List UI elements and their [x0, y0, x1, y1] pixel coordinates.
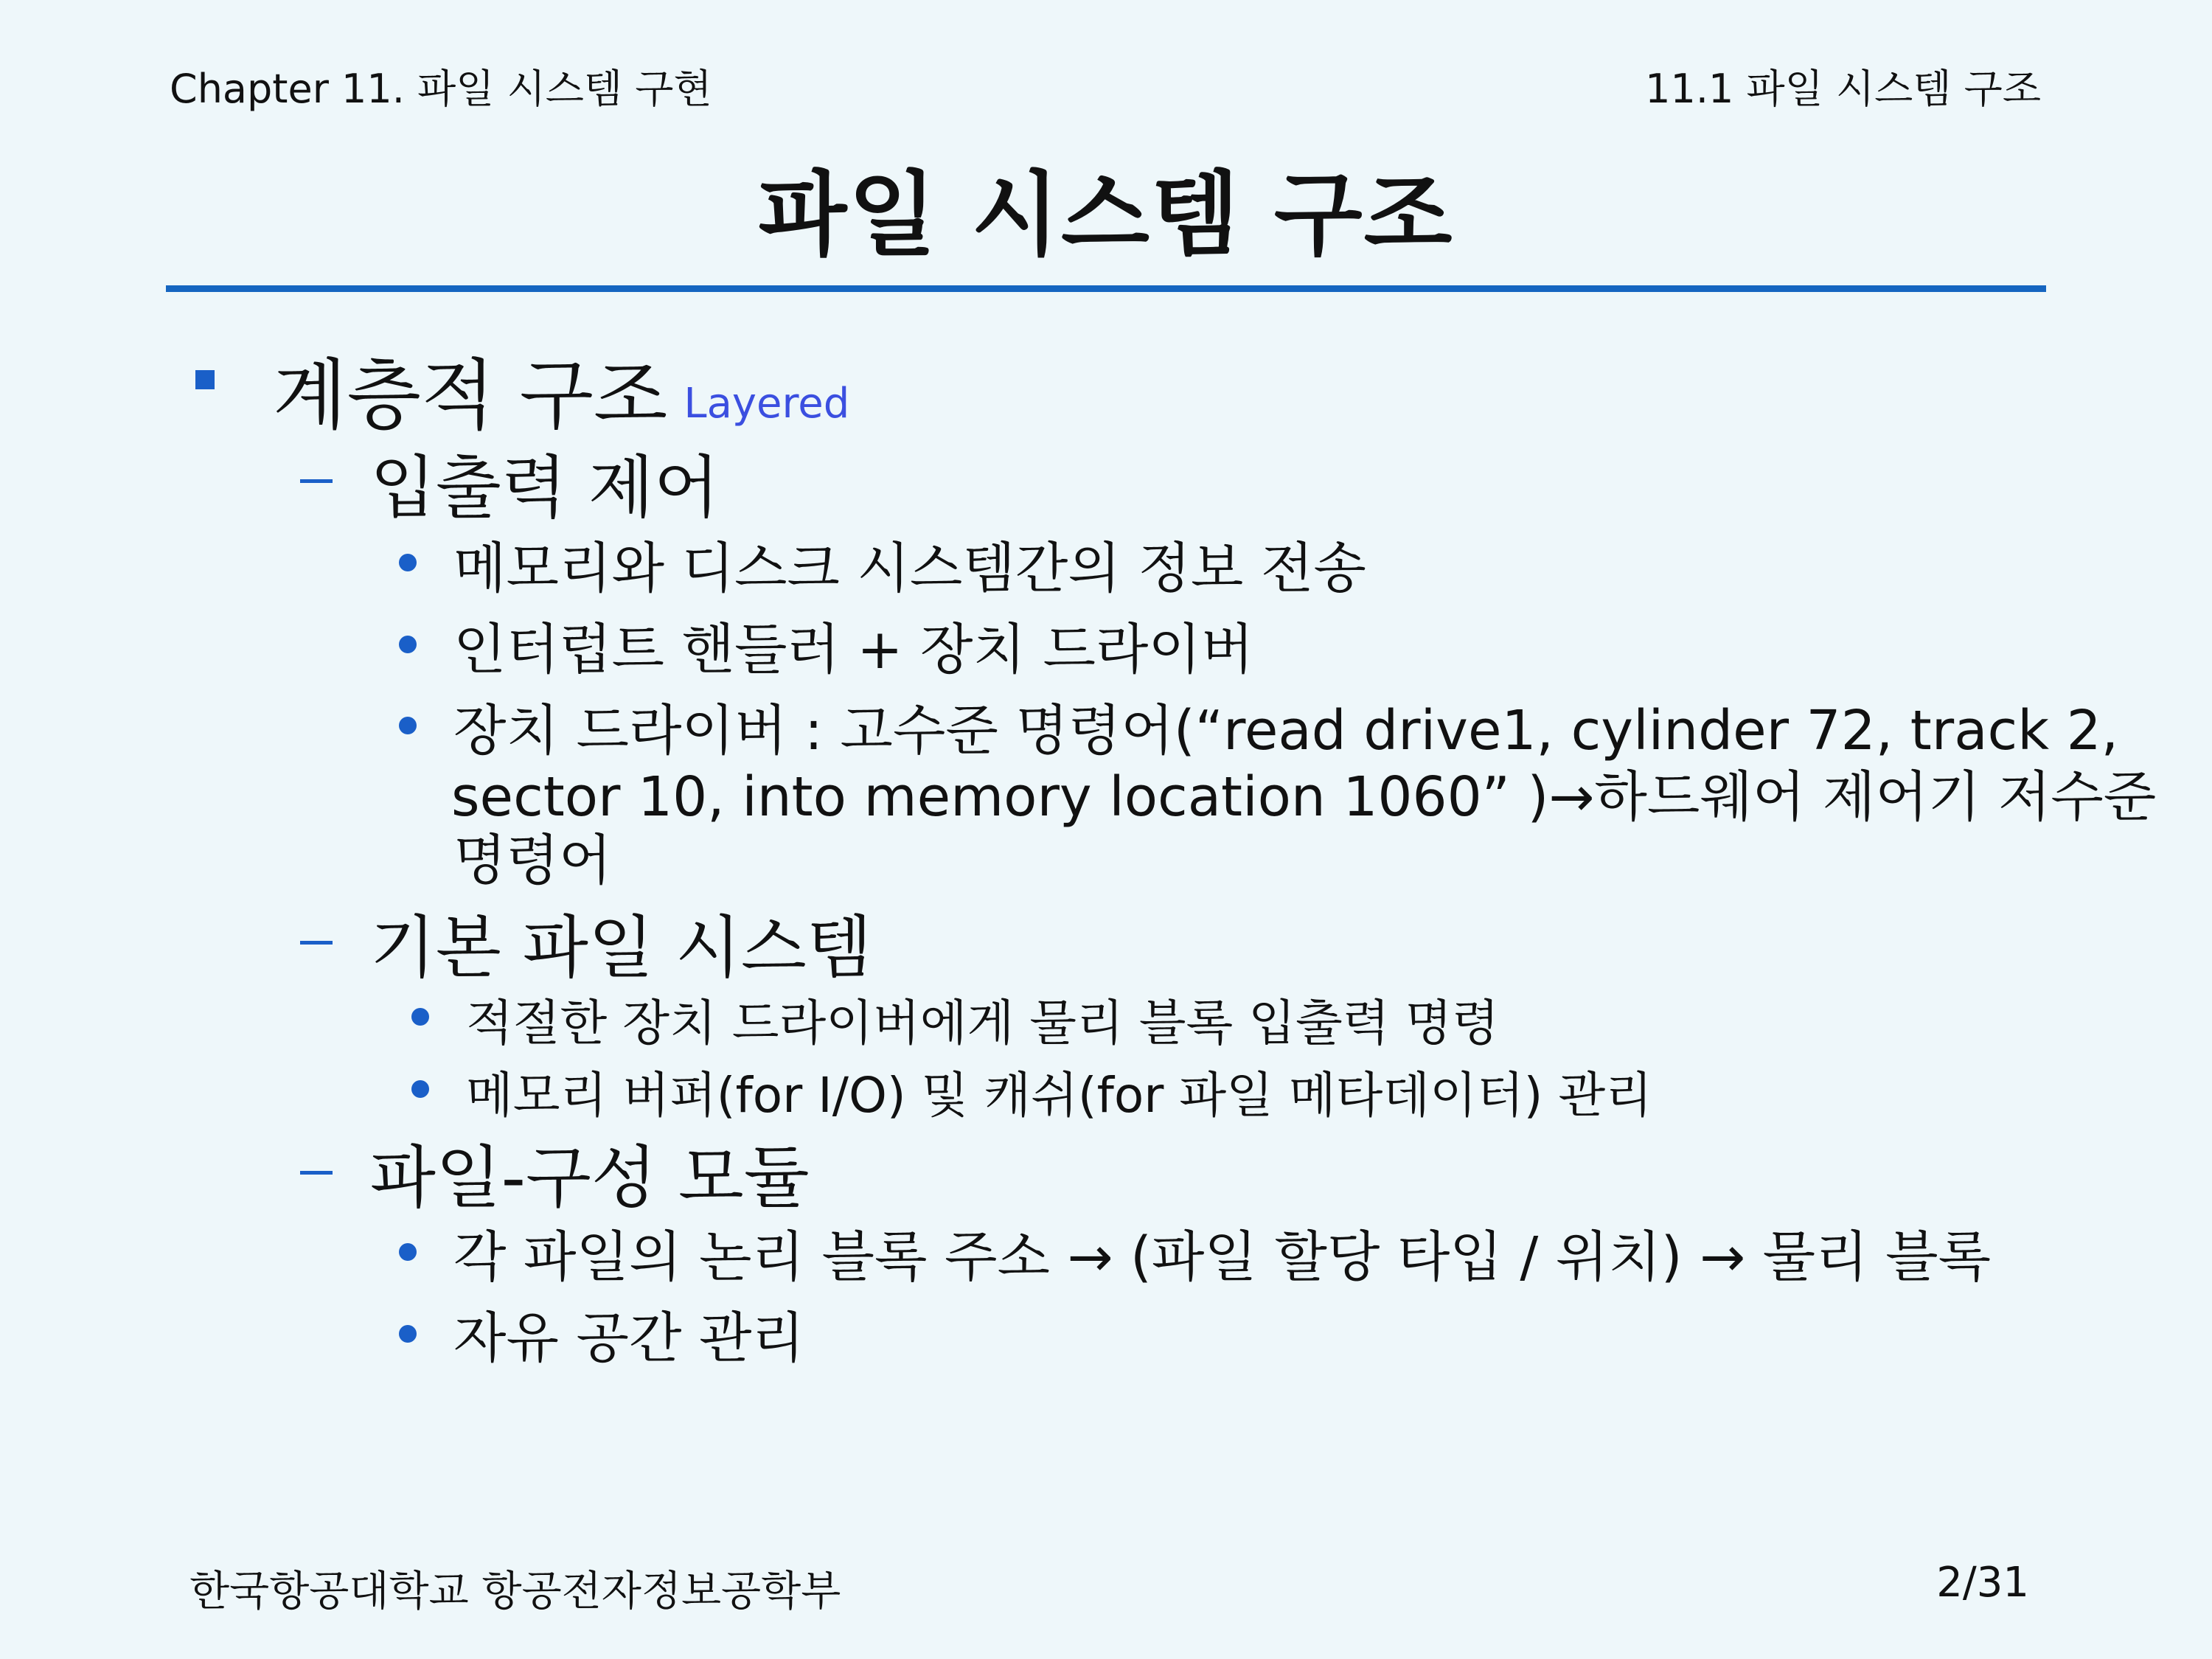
- section-header: 11.1 파일 시스템 구조: [1645, 66, 2041, 112]
- list-item: 인터럽트 핸들러 + 장치 드라이버: [453, 618, 1254, 681]
- footer-institution: 한국항공대학교 항공전자정보공학부: [189, 1568, 841, 1615]
- chapter-header: Chapter 11. 파일 시스템 구현: [170, 66, 712, 112]
- list-item: 자유 공간 관리: [453, 1307, 804, 1370]
- square-bullet-icon: [195, 370, 215, 389]
- page-number: 2/31: [1936, 1559, 2029, 1607]
- heading-english: Layered: [684, 380, 850, 428]
- section-label-basic-fs: 기본 파일 시스템: [370, 908, 872, 987]
- list-item: 메모리 버퍼(for I/O) 및 캐쉬(for 파일 메타데이터) 관리: [466, 1067, 1652, 1124]
- title-divider: [166, 285, 2046, 292]
- dot-bullet-icon: [399, 1243, 417, 1261]
- heading-text: 계층적 구조: [273, 350, 668, 440]
- dash-bullet-icon: [300, 941, 333, 945]
- list-item: 적절한 장치 드라이버에게 물리 블록 입출력 명령: [466, 995, 1499, 1051]
- list-item: 각 파일의 논리 블록 주소 → (파일 할당 타입 / 위치) → 물리 블록: [453, 1225, 1992, 1289]
- dot-bullet-icon: [411, 1008, 429, 1026]
- outline-heading: [273, 333, 849, 444]
- list-item: 장치 드라이버 : 고수준 명령어(“read drive1, cylinder 72, track 2,: [453, 699, 2119, 762]
- slide-title: 파일 시스템 구조: [758, 162, 1454, 268]
- dot-bullet-icon: [399, 554, 417, 571]
- list-item-continued: 명령어: [453, 829, 612, 892]
- section-label-file-org-module: 파일-구성 모듈: [370, 1138, 810, 1217]
- dot-bullet-icon: [411, 1080, 429, 1098]
- dash-bullet-icon: [300, 1171, 333, 1175]
- dot-bullet-icon: [399, 717, 417, 734]
- section-label-io-control: 입출력 제어: [370, 448, 720, 527]
- dot-bullet-icon: [399, 636, 417, 653]
- dash-bullet-icon: [300, 479, 333, 483]
- dot-bullet-icon: [399, 1325, 417, 1343]
- list-item-continued: sector 10, into memory location 1060” )→하드웨어 제어기 저수준: [451, 765, 2157, 829]
- list-item: 메모리와 디스크 시스템간의 정보 전송: [453, 537, 1366, 600]
